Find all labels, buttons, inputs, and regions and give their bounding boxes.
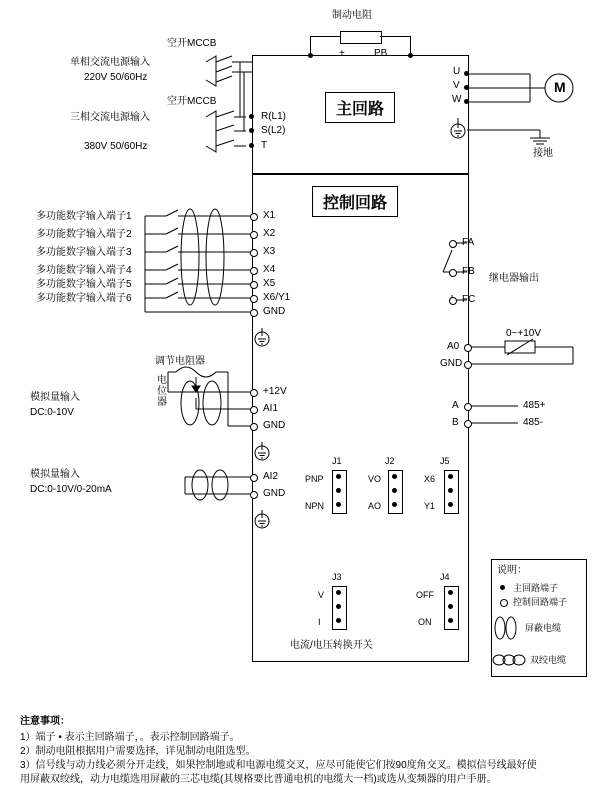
- analog-input2-label-1: 模拟量输入: [30, 469, 80, 480]
- notes-block: [20, 715, 585, 787]
- terminal-a0-label: A0: [447, 341, 460, 352]
- brake-resistor-label: 制动电阻: [332, 10, 372, 21]
- analog-output-range-label: 0~+10V: [506, 328, 542, 339]
- analog-input2-label-2: DC:0-10V/0-20mA: [30, 484, 112, 495]
- terminal-x3-label: X3: [263, 246, 276, 257]
- digital-input-label-4: 多功能数字输入端子4: [36, 265, 132, 276]
- terminal-t-label: T: [261, 140, 268, 151]
- legend-item-1: 主回路端子: [513, 583, 559, 593]
- terminal-x5-label: X5: [263, 278, 276, 289]
- legend-item-4: 双绞电缆: [530, 655, 567, 665]
- earth-label: 接地: [533, 148, 553, 159]
- jumper-j3-top-label: V: [318, 590, 325, 600]
- jumper-j5-top-label: X6: [424, 474, 436, 484]
- terminal-v-label: V: [453, 80, 460, 91]
- brake-pb-label: PB: [374, 48, 388, 59]
- legend-item-2: 控制回路端子: [513, 597, 568, 607]
- legend-title: 说明：: [497, 565, 527, 576]
- digital-input-label-6: 多功能数字输入端子6: [36, 293, 132, 304]
- jumper-j3-bottom-label: I: [318, 617, 321, 627]
- three-phase-label-1: 三相交流电源输入: [70, 112, 150, 123]
- potentiometer-label: 调节电阻器: [155, 356, 205, 367]
- main-circuit-title: 主回路: [325, 92, 395, 123]
- jumper-j4-bottom-label: ON: [418, 617, 432, 627]
- note-4: 用屏蔽双绞线，动力电缆选用屏蔽的三芯电缆(其规格要比普通电机的电缆大一档)或选从变频器的用户手册。: [20, 774, 497, 785]
- terminal-fa-label: FA: [462, 237, 475, 248]
- terminal-x1-label: X1: [263, 210, 276, 221]
- note-1: 1）端子 • 表示主回路端子，。表示控制回路端子。: [20, 732, 240, 743]
- terminal-b-label: B: [452, 417, 459, 428]
- rs485-plus-label: 485+: [523, 400, 546, 411]
- terminal-r-label: R(L1): [261, 111, 287, 122]
- digital-input-label-1: 多功能数字输入端子1: [36, 211, 132, 222]
- legend-item-3: 屏蔽电缆: [525, 623, 562, 633]
- single-phase-label-1: 单相交流电源输入: [70, 57, 150, 68]
- three-phase-label-2: 380V 50/60Hz: [84, 141, 148, 152]
- terminal-fb-label: FB: [462, 266, 475, 277]
- terminal-x4-label: X4: [263, 264, 276, 275]
- terminal-12v-label: +12V: [263, 386, 287, 397]
- analog-input1-label-1: 模拟量输入: [30, 392, 80, 403]
- note-2: 2）制动电阻根据用户需要选择，详见制动电阻选型。: [20, 746, 256, 757]
- terminal-gnd-ao-label: GND: [440, 358, 463, 369]
- terminal-w-label: W: [452, 94, 462, 105]
- motor-label: M: [554, 79, 566, 95]
- mccb1-label: 空开MCCB: [167, 38, 217, 49]
- note-3: 3）信号线与动力线必须分开走线，如果控制地或和电源电缆交叉，应尽可能使它们按90度角交叉。模拟信号线最好使: [20, 760, 537, 771]
- jumper-j2-bottom-label: AO: [368, 501, 382, 511]
- jumper-j4-top-label: OFF: [416, 590, 434, 600]
- digital-input-label-2: 多功能数字输入端子2: [36, 229, 132, 240]
- digital-input-label-5: 多功能数字输入端子5: [36, 279, 132, 290]
- control-circuit-title: 控制回路: [312, 186, 398, 217]
- jumper-j2-top-label: VO: [368, 474, 382, 484]
- terminal-fc-label: FC: [462, 294, 476, 305]
- notes-title: 注意事项：: [20, 716, 70, 727]
- jumper-j1-name: J1: [332, 456, 342, 466]
- rs485-minus-label: 485-: [523, 417, 544, 428]
- relay-output-label: 继电器输出: [489, 273, 539, 284]
- brake-plus-label: +: [339, 48, 345, 59]
- terminal-gnd-ai2-label: GND: [263, 488, 286, 499]
- terminal-x6y1-label: X6/Y1: [263, 292, 291, 303]
- potentiometer-vertical-label: 电位器: [157, 375, 167, 408]
- jumper-j2-name: J2: [385, 456, 395, 466]
- jumper-j4-name: J4: [440, 572, 450, 582]
- digital-input-label-3: 多功能数字输入端子3: [36, 247, 132, 258]
- terminal-gnd-ai1-label: GND: [263, 420, 286, 431]
- terminal-ai2-label: AI2: [263, 471, 279, 482]
- terminal-s-label: S(L2): [261, 125, 286, 136]
- analog-input1-label-2: DC:0-10V: [30, 407, 74, 418]
- terminal-u-label: U: [453, 66, 461, 77]
- jumper-j3-name: J3: [332, 572, 342, 582]
- switch-caption: 电流/电压转换开关: [290, 640, 373, 651]
- single-phase-label-2: 220V 50/60Hz: [84, 72, 148, 83]
- terminal-gnd1-label: GND: [263, 306, 286, 317]
- terminal-a-label: A: [452, 400, 459, 411]
- terminal-ai1-label: AI1: [263, 403, 279, 414]
- jumper-j1-bottom-label: NPN: [305, 501, 325, 511]
- terminal-x2-label: X2: [263, 228, 276, 239]
- jumper-j5-name: J5: [440, 456, 450, 466]
- mccb2-label: 空开MCCB: [167, 96, 217, 107]
- jumper-j5-bottom-label: Y1: [424, 501, 436, 511]
- jumper-j1-top-label: PNP: [305, 474, 324, 484]
